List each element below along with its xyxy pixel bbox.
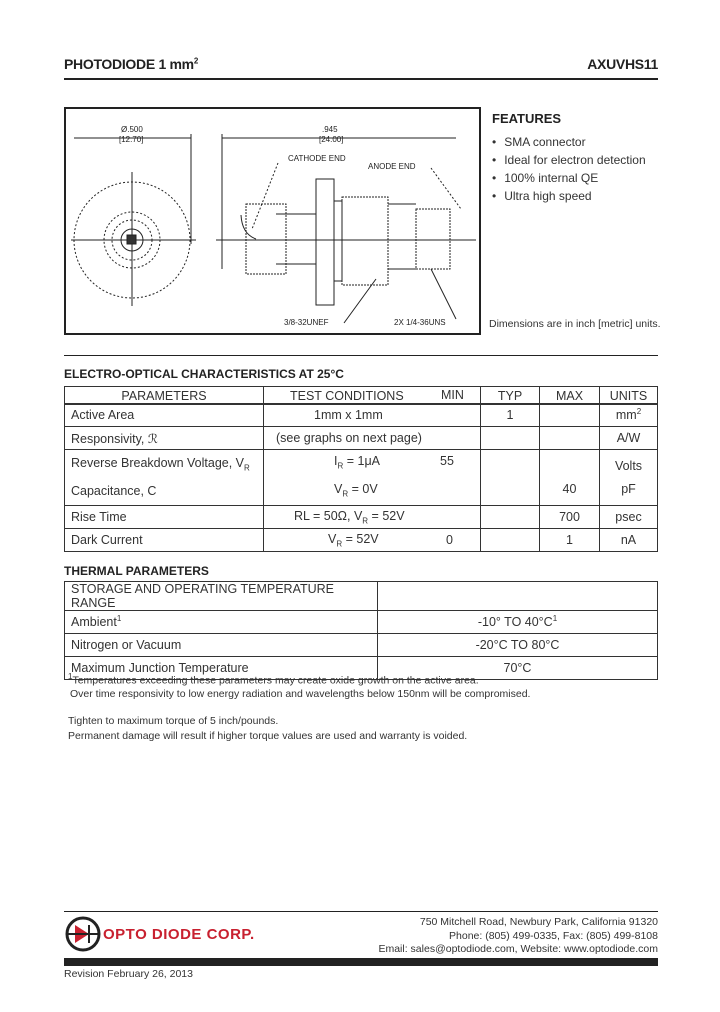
section-heading: THERMAL PARAMETERS — [64, 564, 209, 578]
company-logo — [65, 915, 101, 958]
typ: 1 — [481, 404, 540, 427]
min: 55 — [440, 454, 454, 468]
thread-label: 3/8-32UNEF — [284, 318, 329, 327]
cond: RL = 50Ω, $V_R = 52V$ — [264, 506, 481, 529]
table-row — [65, 506, 658, 529]
column-header: MIN — [441, 388, 464, 402]
cond: (see graphs on next page) — [264, 427, 481, 450]
dimension-note: Dimensions are in inch [metric] units. — [489, 318, 661, 330]
footer-bar — [64, 958, 658, 966]
column-header: STORAGE AND OPERATING TEMPERATURE RANGE — [65, 582, 378, 611]
table-row — [65, 404, 658, 427]
dimension-label: [24.00] — [319, 135, 344, 144]
dimension-label: .945 — [322, 125, 338, 134]
column-header: MAX — [540, 387, 600, 405]
footnote: Over time responsivity to low energy radiation and wavelengths below 150nm will be compromised. — [70, 688, 531, 700]
footnote: $^1$Temperatures exceeding these parameters may create oxide growth on the active area. — [68, 672, 479, 687]
feature-item: • Ideal for electron detection — [492, 153, 646, 171]
note: Permanent damage will result if higher torque values are used and warranty is voided. — [68, 730, 468, 742]
param: Rise Time — [65, 506, 264, 529]
contact-info — [378, 916, 658, 957]
note: Tighten to maximum torque of 5 inch/pounds. — [68, 715, 279, 727]
electro-optical-rows — [64, 403, 658, 552]
max: 1 — [540, 529, 600, 552]
unit: psec — [600, 506, 658, 529]
thermal-table — [64, 581, 658, 680]
mechanical-drawing — [64, 107, 481, 335]
company-name: OPTO DIODE CORP. — [103, 926, 255, 943]
table-row: Nitrogen or Vacuum -20°C TO 80°C — [65, 634, 658, 657]
table-row: Maximum Junction Temperature 70°C — [65, 657, 658, 680]
unit: $mm^2$ — [600, 404, 658, 427]
email-website: Email: sales@optodiode.com, Website: www.optodiode.com — [378, 943, 658, 955]
thread-label: 2X 1/4-36UNS — [394, 318, 446, 327]
table-row — [65, 427, 658, 450]
cond: $V_R = 52V$ 0 — [264, 529, 481, 552]
column-header: TEST CONDITIONS — [264, 387, 481, 405]
dimension-label: Ø.500 — [121, 125, 143, 134]
unit: A/W — [600, 427, 658, 450]
table-row: Reverse Breakdown Voltage, $V_R$ Capacitance, C $I_R = 1\mu A$ 55 $V_R = 0V$ 40 Volts pF — [65, 450, 658, 506]
features — [492, 111, 646, 207]
page-title: PHOTODIODE 1 $mm^2$ — [64, 56, 198, 72]
divider — [64, 78, 658, 80]
part-number: AXUVHS11 — [587, 56, 658, 72]
param: Dark Current — [65, 529, 264, 552]
column-header: PARAMETERS — [65, 387, 264, 405]
feature-item: • 100% internal QE — [492, 171, 646, 189]
section-heading: ELECTRO-OPTICAL CHARACTERISTICS AT 25°C — [64, 367, 344, 381]
unit: nA — [600, 529, 658, 552]
table-row — [65, 529, 658, 552]
phone: Phone: (805) 499-0335, Fax: (805) 499-8108 — [449, 929, 658, 942]
cond: $I_R = 1\mu A$ — [334, 454, 381, 471]
divider — [64, 911, 658, 912]
cond: $V_R = 0V$ — [334, 481, 378, 498]
column-header: TYP — [481, 387, 540, 405]
max: 700 — [540, 506, 600, 529]
param: Responsivity, ℛ — [65, 427, 264, 450]
address: 750 Mitchell Road, Newbury Park, California 91320 — [419, 916, 658, 928]
column-header: UNITS — [600, 387, 658, 405]
cond: 1mm x 1mm — [264, 404, 481, 427]
feature-item: • Ultra high speed — [492, 189, 646, 207]
feature-item: • SMA connector — [492, 135, 646, 153]
param: Active Area — [65, 404, 264, 427]
revision-date: Revision February 26, 2013 — [64, 968, 193, 980]
table-row: Ambient$^1$ -10° TO $40^\circ C^1$ — [65, 611, 658, 634]
features-heading: FEATURES — [492, 111, 562, 126]
anode-label: ANODE END — [368, 162, 416, 171]
max: 40 — [562, 481, 577, 496]
dimension-label: [12.70] — [119, 135, 144, 144]
divider — [64, 355, 658, 356]
cathode-label: CATHODE END — [288, 154, 346, 163]
